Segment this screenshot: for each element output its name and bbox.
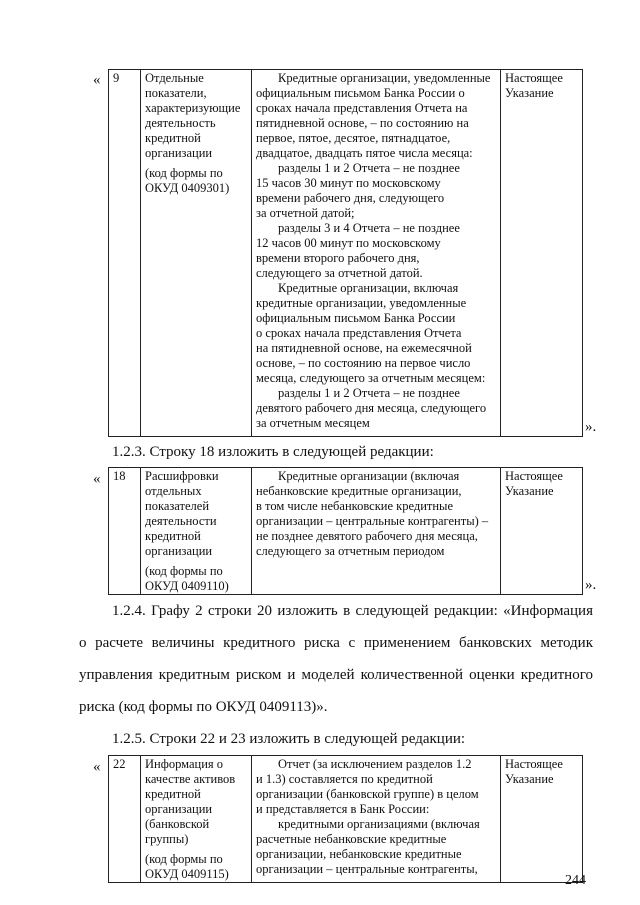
basis-line: Настоящее <box>505 469 563 483</box>
basis-line: Указание <box>505 86 554 100</box>
deadline-line: Кредитные организации, включая <box>278 281 459 295</box>
deadline-line: и 1.3) составляется по кредитной <box>256 772 433 786</box>
form-name-line: Информация о <box>145 757 224 771</box>
close-quote: ». <box>585 577 597 593</box>
form-name-cell <box>141 70 252 437</box>
deadline-line: месяца, следующего за отчетным месяцем: <box>256 371 486 385</box>
form-code-line: ОКУД 0409115) <box>145 867 229 881</box>
deadline-line: за отчетным месяцем <box>256 416 370 430</box>
open-quote: « <box>93 471 101 487</box>
basis-line: Указание <box>505 484 554 498</box>
paragraph-1-2-4-line: риска (код формы по ОКУД 0409113)». <box>79 699 328 715</box>
form-name-line: кредитной <box>145 787 201 801</box>
form-name-line: организации <box>145 544 213 558</box>
form-name-line: организации <box>145 802 213 816</box>
deadline-line: Кредитные организации (включая <box>278 469 460 483</box>
deadline-line: сроках начала представления Отчета на <box>256 101 468 115</box>
deadline-line: времени рабочего дня, следующего <box>256 191 445 205</box>
deadline-line: официальным письмом Банка России о <box>256 86 465 100</box>
deadline-line: 12 часов 00 минут по московскому <box>256 236 441 250</box>
form-name-cell <box>141 756 252 883</box>
paragraph-1-2-4-line: 1.2.4. Графу 2 строки 20 изложить в следующей редакции: «Информация <box>112 603 593 619</box>
form-code-line: ОКУД 0409301) <box>145 181 230 195</box>
deadline-line: расчетные небанковские кредитные <box>256 832 447 846</box>
form-name-line: показателей <box>145 499 210 513</box>
deadline-line: организации – центральные контрагенты, <box>256 862 478 876</box>
row-number: 22 <box>109 756 141 883</box>
form-name-line: качестве активов <box>145 772 236 786</box>
deadline-line: о сроках начала представления Отчета <box>256 326 462 340</box>
deadline-line: организации (банковской группе) в целом <box>256 787 479 801</box>
deadline-line: разделы 3 и 4 Отчета – не позднее <box>278 221 460 235</box>
page-number: 244 <box>565 873 586 888</box>
form-name-line: деятельности <box>145 514 217 528</box>
table-row-18 <box>108 467 583 595</box>
deadline-line: организации, небанковские кредитные <box>256 847 462 861</box>
deadline-line: следующего за отчетной датой. <box>256 266 423 280</box>
deadline-line: следующего за отчетным периодом <box>256 544 445 558</box>
table-row-9 <box>108 69 583 437</box>
form-name-line: (банковской <box>145 817 210 831</box>
deadline-line: разделы 1 и 2 Отчета – не позднее <box>278 386 460 400</box>
deadline-line: и представляется в Банк России: <box>256 802 430 816</box>
deadline-line: кредитные организации, уведомленные <box>256 296 467 310</box>
form-name-line: показатели, <box>145 86 207 100</box>
table-row-22 <box>108 755 583 883</box>
form-code-line: (код формы по <box>145 564 223 578</box>
form-name-line: деятельность <box>145 116 216 130</box>
table-row <box>109 468 583 595</box>
open-quote: « <box>93 72 101 88</box>
deadline-cell <box>252 70 501 437</box>
open-quote: « <box>93 759 101 775</box>
deadline-line: организации – центральные контрагенты) – <box>256 514 489 528</box>
form-name-line: отдельных <box>145 484 202 498</box>
row-number: 18 <box>109 468 141 595</box>
paragraph-1-2-3: 1.2.3. Строку 18 изложить в следующей редакции: <box>112 444 434 460</box>
basis-line: Настоящее <box>505 757 563 771</box>
form-name-line: кредитной <box>145 131 201 145</box>
deadline-line: времени второго рабочего дня, <box>256 251 420 265</box>
deadline-line: пятидневной основе, – по состоянию на <box>256 116 469 130</box>
deadline-line: за отчетной датой; <box>256 206 355 220</box>
basis-cell <box>501 70 583 437</box>
basis-cell <box>501 468 583 595</box>
deadline-line: на пятидневной основе, на ежемесячной <box>256 341 472 355</box>
form-name-line: группы) <box>145 832 189 846</box>
form-name-line: Расшифровки <box>145 469 219 483</box>
deadline-line: Отчет (за исключением разделов 1.2 <box>278 757 472 771</box>
deadline-line: небанковские кредитные организации, <box>256 484 462 498</box>
form-name-cell <box>141 468 252 595</box>
deadline-line: не позднее девятого рабочего дня месяца, <box>256 529 478 543</box>
form-name-line: Отдельные <box>145 71 204 85</box>
table-row <box>109 756 583 883</box>
basis-cell <box>501 756 583 883</box>
form-code-line: (код формы по <box>145 166 223 180</box>
deadline-line: девятого рабочего дня месяца, следующего <box>256 401 487 415</box>
deadline-line: разделы 1 и 2 Отчета – не позднее <box>278 161 460 175</box>
close-quote: ». <box>585 419 597 435</box>
table-row <box>109 70 583 437</box>
basis-line: Настоящее <box>505 71 563 85</box>
deadline-line: Кредитные организации, уведомленные <box>278 71 491 85</box>
deadline-line: кредитными организациями (включая <box>278 817 480 831</box>
form-code-line: ОКУД 0409110) <box>145 579 229 593</box>
form-name-line: кредитной <box>145 529 201 543</box>
deadline-line: в том числе небанковские кредитные <box>256 499 453 513</box>
paragraph-1-2-4-line: о расчете величины кредитного риска с применением банковских методик <box>79 635 593 651</box>
deadline-line: 15 часов 30 минут по московскому <box>256 176 441 190</box>
deadline-cell <box>252 468 501 595</box>
form-name-line: характеризующие <box>145 101 241 115</box>
form-code-line: (код формы по <box>145 852 223 866</box>
form-name-line: организации <box>145 146 213 160</box>
deadline-line: официальным письмом Банка России <box>256 311 456 325</box>
deadline-line: первое, пятое, десятое, пятнадцатое, <box>256 131 451 145</box>
deadline-line: двадцатое, двадцать пятое числа месяца: <box>256 146 473 160</box>
row-number: 9 <box>109 70 141 437</box>
deadline-line: основе, – по состоянию на первое число <box>256 356 471 370</box>
paragraph-1-2-4-line: управления кредитным риском и моделей количественной оценки кредитного <box>79 667 593 683</box>
paragraph-1-2-5: 1.2.5. Строки 22 и 23 изложить в следующей редакции: <box>112 731 466 747</box>
basis-line: Указание <box>505 772 554 786</box>
deadline-cell <box>252 756 501 883</box>
